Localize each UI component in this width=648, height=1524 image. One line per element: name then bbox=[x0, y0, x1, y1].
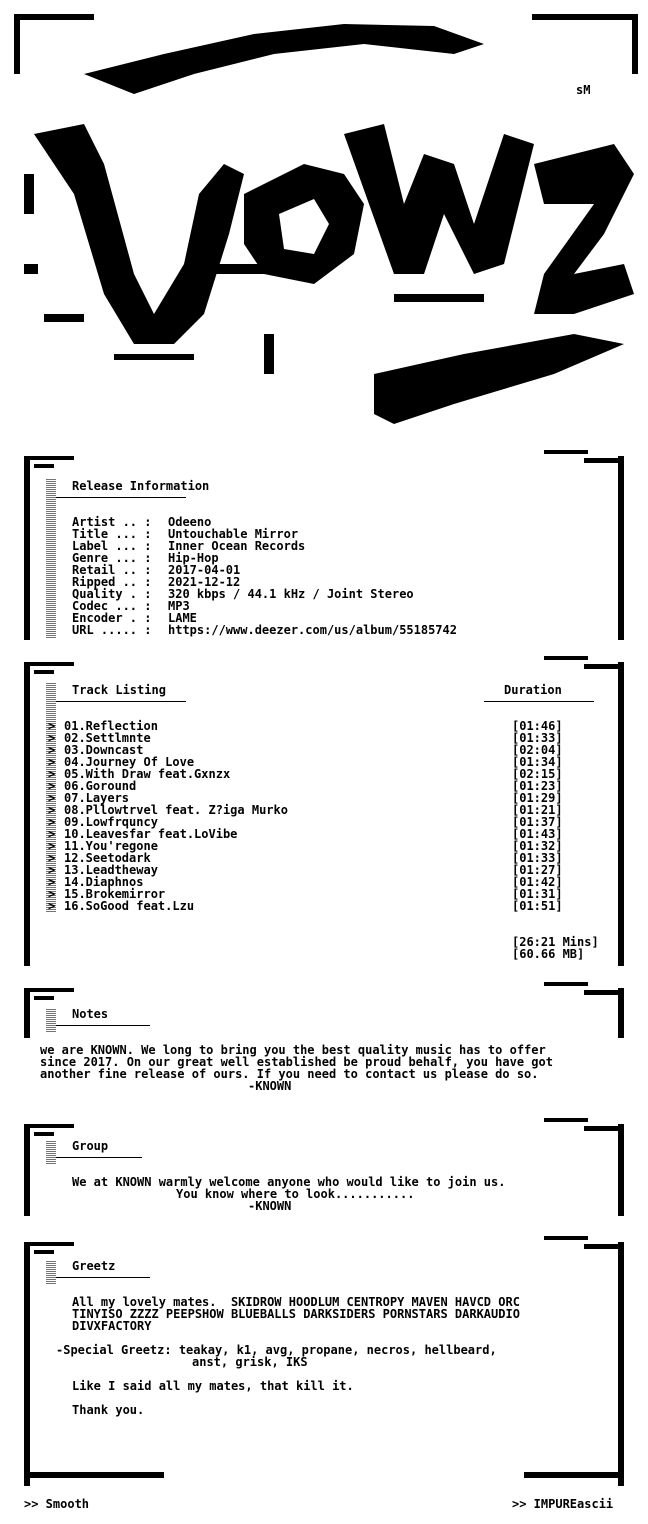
release-field-label: Codec ... : bbox=[72, 599, 152, 613]
track-bullet-icon: > bbox=[48, 815, 56, 829]
ascii-frame bbox=[24, 1118, 624, 1216]
track-title: 11.You'regone bbox=[64, 839, 158, 853]
footer-left: >> Smooth bbox=[24, 1497, 90, 1511]
greetz-heading: Greetz bbox=[72, 1259, 116, 1273]
shade-strip bbox=[46, 1008, 56, 1032]
group-box bbox=[24, 1118, 624, 1216]
release-field-label: Ripped .. : bbox=[72, 575, 152, 589]
release-field-label: Encoder . : bbox=[72, 611, 152, 625]
heading-rule bbox=[484, 701, 594, 702]
total-time: [26:21 Mins] bbox=[512, 935, 599, 949]
release-field-label: Retail .. : bbox=[72, 563, 152, 577]
track-title: 03.Downcast bbox=[64, 743, 144, 757]
release-field-value: https://www.deezer.com/us/album/55185742 bbox=[168, 623, 457, 637]
track-duration: [02:15] bbox=[512, 767, 563, 781]
release-field-label: Label ... : bbox=[72, 539, 152, 553]
greetz-mates-line: All my lovely mates. SKIDROW HOODLUM CENTROPY MAVEN HAVCD ORC bbox=[72, 1295, 520, 1309]
track-bullet-icon: > bbox=[48, 803, 56, 817]
group-signature: -KNOWN bbox=[248, 1199, 292, 1213]
track-duration: [01:37] bbox=[512, 815, 563, 829]
track-duration: [01:23] bbox=[512, 779, 563, 793]
track-bullet-icon: > bbox=[48, 827, 56, 841]
release-field-value: 320 kbps / 44.1 kHz / Joint Stereo bbox=[168, 587, 414, 601]
track-bullet-icon: > bbox=[48, 839, 56, 853]
track-bullet-icon: > bbox=[48, 719, 56, 733]
shade-strip bbox=[46, 1260, 56, 1284]
release-field-value: Odeeno bbox=[168, 515, 212, 529]
release-field-label: URL ..... : bbox=[72, 623, 152, 637]
heading-rule bbox=[56, 1025, 150, 1026]
release-field-value: Hip-Hop bbox=[168, 551, 219, 565]
notes-line: we are KNOWN. We long to bring you the best quality music has to offer bbox=[40, 1043, 546, 1057]
track-title: 16.SoGood feat.Lzu bbox=[64, 899, 195, 913]
track-duration: [01:46] bbox=[512, 719, 563, 733]
track-bullet-icon: > bbox=[48, 899, 56, 913]
notes-line: another fine release of ours. If you need to contact us please do so. bbox=[40, 1067, 539, 1081]
track-bullet-icon: > bbox=[48, 743, 56, 757]
heading-rule bbox=[56, 497, 186, 498]
track-duration: [01:42] bbox=[512, 875, 563, 889]
track-duration: [01:34] bbox=[512, 755, 563, 769]
release-field-value: Inner Ocean Records bbox=[168, 539, 306, 553]
release-field-value: 2021-12-12 bbox=[168, 575, 241, 589]
track-duration: [02:04] bbox=[512, 743, 563, 757]
total-size: [60.66 MB] bbox=[512, 947, 585, 961]
track-bullet-icon: > bbox=[48, 851, 56, 865]
track-bullet-icon: > bbox=[48, 731, 56, 745]
heading-rule bbox=[56, 701, 186, 702]
track-title: 14.Diaphnos bbox=[64, 875, 144, 889]
track-title: 06.Goround bbox=[64, 779, 137, 793]
release-field-label: Artist .. : bbox=[72, 515, 152, 529]
track-bullet-icon: > bbox=[48, 791, 56, 805]
track-duration: [01:31] bbox=[512, 887, 563, 901]
track-bullet-icon: > bbox=[48, 779, 56, 793]
greetz-thanks: Thank you. bbox=[72, 1403, 145, 1417]
track-duration: [01:27] bbox=[512, 863, 563, 877]
track-duration: [01:33] bbox=[512, 851, 563, 865]
greetz-box bbox=[24, 1236, 624, 1486]
tracks-heading: Track Listing bbox=[72, 683, 166, 697]
track-title: 02.Settlmnte bbox=[64, 731, 151, 745]
logo-signature: sM bbox=[576, 83, 591, 97]
track-title: 09.Lowfrquncy bbox=[64, 815, 158, 829]
track-duration: [01:29] bbox=[512, 791, 563, 805]
track-title: 01.Reflection bbox=[64, 719, 158, 733]
track-duration: [01:51] bbox=[512, 899, 563, 913]
notes-signature: -KNOWN bbox=[248, 1079, 292, 1093]
shade-strip bbox=[46, 1140, 56, 1164]
release-field-value: Untouchable Mirror bbox=[168, 527, 299, 541]
track-title: 12.Seetodark bbox=[64, 851, 151, 865]
track-bullet-icon: > bbox=[48, 887, 56, 901]
track-duration: [01:43] bbox=[512, 827, 563, 841]
release-field-value: 2017-04-01 bbox=[168, 563, 241, 577]
track-title: 07.Layers bbox=[64, 791, 130, 805]
greetz-mates-line: DIVXFACTORY bbox=[72, 1319, 152, 1333]
track-duration: [01:32] bbox=[512, 839, 563, 853]
track-duration: [01:33] bbox=[512, 731, 563, 745]
release-heading: Release Information bbox=[72, 479, 210, 493]
release-field-value: LAME bbox=[168, 611, 197, 625]
notes-heading: Notes bbox=[72, 1007, 109, 1021]
release-field-label: Genre ... : bbox=[72, 551, 152, 565]
heading-rule bbox=[56, 1157, 142, 1158]
track-duration: [01:21] bbox=[512, 803, 563, 817]
footer-right: >> IMPUREascii bbox=[512, 1497, 614, 1511]
ascii-logo bbox=[14, 14, 638, 446]
track-title: 10.Leavesfar feat.LoVibe bbox=[64, 827, 238, 841]
release-field-label: Quality . : bbox=[72, 587, 152, 601]
track-bullet-icon: > bbox=[48, 863, 56, 877]
track-title: 04.Journey Of Love bbox=[64, 755, 195, 769]
track-title: 05.With Draw feat.Gxnzx bbox=[64, 767, 231, 781]
track-title: 13.Leadtheway bbox=[64, 863, 158, 877]
heading-rule bbox=[56, 1277, 150, 1278]
track-bullet-icon: > bbox=[48, 755, 56, 769]
greetz-special-line: -Special Greetz: teakay, k1, avg, propane, necros, hellbeard, bbox=[56, 1343, 497, 1357]
track-title: 15.Brokemirror bbox=[64, 887, 166, 901]
track-bullet-icon: > bbox=[48, 767, 56, 781]
release-field-label: Title ... : bbox=[72, 527, 152, 541]
notes-line: since 2017. On our great well established be proud behalf, you have got bbox=[40, 1055, 553, 1069]
group-heading: Group bbox=[72, 1139, 109, 1153]
track-title: 08.Pllowtrvel feat. Z?iga Murko bbox=[64, 803, 288, 817]
ascii-frame bbox=[24, 1236, 624, 1486]
greetz-special-line: anst, grisk, IKS bbox=[192, 1355, 308, 1369]
group-line: You know where to look........... bbox=[176, 1187, 415, 1201]
greetz-mates-line: TINYISO ZZZZ PEEPSHOW BLUEBALLS DARKSIDERS PORNSTARS DARKAUDIO bbox=[72, 1307, 520, 1321]
duration-heading: Duration bbox=[504, 683, 562, 697]
group-line: We at KNOWN warmly welcome anyone who would like to join us. bbox=[72, 1175, 506, 1189]
greetz-closing: Like I said all my mates, that kill it. bbox=[72, 1379, 354, 1393]
shade-strip bbox=[46, 478, 56, 638]
track-bullet-icon: > bbox=[48, 875, 56, 889]
release-field-value: MP3 bbox=[168, 599, 190, 613]
